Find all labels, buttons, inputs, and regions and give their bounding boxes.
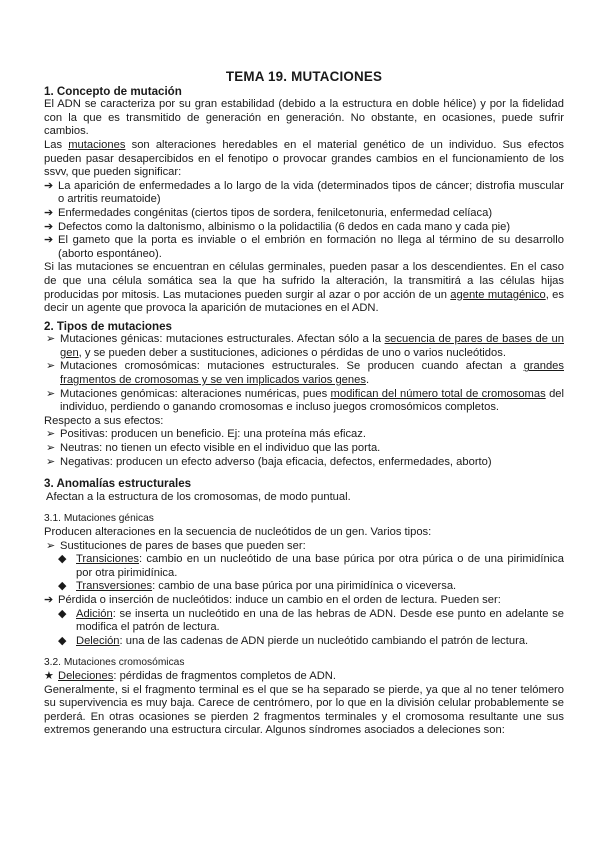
list-item-text: Neutras: no tienen un efecto visible en el individuo que las porta.	[60, 442, 381, 455]
list-item	[44, 333, 564, 360]
section-1-heading: 1. Concepto de mutación	[44, 84, 182, 98]
list-item-text	[60, 388, 564, 415]
list-item	[44, 428, 564, 442]
list-item	[44, 388, 564, 415]
triangle-bullet-icon: ➢	[46, 387, 56, 400]
subsection-3-2-heading: 3.2. Mutaciones cromosómicas	[44, 657, 185, 669]
list-item	[44, 442, 564, 456]
text: Mutaciones cromosómicas: mutaciones estructurales. Se producen cuando afectan a	[60, 360, 524, 373]
list-item	[44, 360, 564, 387]
text: : pérdidas de fragmentos completos de ADN.	[113, 669, 336, 682]
underlined-term: modifican del número total de cromosomas	[330, 387, 546, 400]
diamond-bullet-icon: ◆	[58, 553, 67, 566]
triangle-bullet-icon: ➢	[46, 333, 56, 346]
list-item-text: El gameto que la porta es inviable o el embrión en formación no llega al término de su desarrollo (aborto espontáneo).	[58, 234, 564, 260]
list-item	[44, 234, 564, 261]
arrow-icon: ➔	[44, 593, 54, 606]
list-item-text	[58, 670, 564, 684]
list-item-text: La aparición de enfermedades a lo largo de la vida (determinados tipos de cáncer; distrofia muscular o artritis reumatoide)	[58, 179, 564, 206]
list-item	[44, 580, 564, 594]
list-item	[44, 553, 564, 580]
list-item	[44, 221, 564, 235]
section-3-heading: 3. Anomalías estructurales	[44, 477, 192, 491]
arrow-icon: ➔	[44, 206, 54, 219]
text: , y se pueden deber a sustituciones, adiciones o pérdidas de uno o varios nucleótidos.	[78, 346, 506, 359]
list-item-text	[76, 635, 564, 649]
list-item	[44, 456, 564, 470]
underlined-term: Transiciones	[76, 553, 140, 566]
arrow-icon: ➔	[44, 220, 54, 233]
spacer	[44, 469, 564, 477]
triangle-bullet-icon: ➢	[46, 428, 56, 441]
list-item-text: Pérdida o inserción de nucleótidos: induce un cambio en el orden de lectura. Pueden ser:	[58, 593, 501, 606]
triangle-bullet-icon: ➢	[46, 360, 56, 373]
list-item-text	[76, 553, 564, 580]
text: Mutaciones genómicas: alteraciones numéricas, pues	[60, 387, 331, 400]
text: Las	[44, 138, 69, 151]
list-item-text: Negativas: producen un efecto adverso (baja eficacia, defectos, enfermedades, aborto)	[60, 455, 492, 468]
underlined-term: Transversiones	[76, 580, 153, 593]
page-title: TEMA 19. MUTACIONES	[225, 69, 383, 84]
list-item	[44, 635, 564, 649]
underlined-term: secuencia de pares de bases de un gen	[60, 333, 564, 359]
text: : una de las cadenas de ADN pierde un nucleótido cambiando el patrón de lectura.	[119, 634, 529, 647]
underlined-term: agente mutagénico	[450, 288, 546, 301]
underlined-term: Deleción	[76, 634, 120, 647]
list-item	[44, 180, 564, 207]
list-item	[44, 207, 564, 221]
triangle-bullet-icon: ➢	[46, 442, 56, 455]
list-item-text: Sustituciones de pares de bases que pueden ser:	[60, 539, 306, 552]
paragraph: Generalmente, si el fragmento terminal es el que se ha separado se pierde, ya que al no tener telómero su supervivencia es muy baja. Carece de centrómero, por lo que en la división celular probablemente se perderá. En otras ocasiones se pierden 2 fragmentos terminales y el cromosoma resultante une sus extremos generando una estructura circular. Algunos síndromes asociados a deleciones son:	[44, 683, 564, 737]
text: : cambio de una base púrica por una pirimidínica o viceversa.	[152, 580, 457, 593]
paragraph: Afectan a la estructura de los cromosomas, de modo puntual.	[46, 490, 351, 503]
text: : se inserta un nucleótido en una de las hebras de ADN. Desde ese punto en adelante se modifica el patrón de lectura.	[76, 607, 564, 634]
underlined-term: mutaciones	[68, 138, 126, 151]
diamond-bullet-icon: ◆	[58, 607, 67, 620]
text: son alteraciones heredables en el material genético de un individuo. Sus efectos pueden pasar desapercibidos en el fenotipo o provocar grandes cambios en el funcionamiento de los ssvv, que pueden significar:	[44, 138, 564, 179]
list-item	[44, 540, 564, 554]
text: .	[365, 374, 370, 387]
text: Si las mutaciones se encuentran en células germinales, pueden pasar a los descendientes. En el caso de que una célula somática sea la que ha sufrido la alteración, la transmitirá a las células hijas producidas por mitosis. Las mutaciones pueden surgir al azar o por acción de un	[44, 261, 564, 301]
document-page	[44, 70, 564, 738]
star-bullet-icon: ★	[44, 669, 54, 682]
subsection-3-1-heading: 3.1. Mutaciones génicas	[44, 513, 154, 525]
effects-intro: Respecto a sus efectos:	[44, 414, 164, 427]
list-item-text: Positivas: producen un beneficio. Ej: una proteína más eficaz.	[60, 428, 366, 441]
underlined-term: Adición	[76, 607, 113, 620]
text: : cambio en un nucleótido de una base púrica por otra púrica o de una pirimidínica por otra pirimidínica.	[76, 553, 564, 579]
paragraph: El ADN se caracteriza por su gran estabilidad (debido a la estructura en doble hélice) y por la fidelidad con la que es transmitido de generación en generación. No obstante, en ocasiones, puede sufrir cambios.	[44, 98, 564, 138]
underlined-term: grandes fragmentos de cromosomas y se ven implicados varios genes	[60, 360, 564, 387]
paragraph: Producen alteraciones en la secuencia de nucleótidos de un gen. Varios tipos:	[44, 526, 432, 538]
list-item-text	[76, 580, 564, 594]
list-item-text	[60, 333, 564, 360]
list-item-text	[76, 608, 564, 635]
diamond-bullet-icon: ◆	[58, 580, 67, 593]
arrow-icon: ➔	[44, 234, 54, 247]
text: Mutaciones génicas: mutaciones estructurales. Afectan sólo a la	[60, 333, 385, 346]
underlined-term: Deleciones	[58, 669, 114, 682]
list-item-text: Enfermedades congénitas (ciertos tipos de sordera, fenilcetonuria, enfermedad celíaca)	[58, 206, 493, 219]
paragraph	[44, 261, 564, 315]
text: del individuo, perdiendo o ganando cromosomas e incluso juegos cromosómicos completos.	[60, 387, 564, 414]
text: , es decir un agente que provoca la aparición de mutaciones en el ADN.	[44, 288, 564, 315]
list-item	[44, 608, 564, 635]
triangle-bullet-icon: ➢	[46, 455, 56, 468]
list-item	[44, 594, 564, 608]
paragraph	[44, 139, 564, 180]
list-item	[44, 670, 564, 684]
arrow-icon: ➔	[44, 179, 54, 192]
list-item-text	[60, 360, 564, 387]
triangle-bullet-icon: ➢	[46, 539, 56, 552]
section-2-heading: 2. Tipos de mutaciones	[44, 319, 172, 333]
list-item-text: Defectos como la daltonismo, albinismo o la polidactilia (6 dedos en cada mano y cada pie)	[58, 220, 511, 233]
diamond-bullet-icon: ◆	[58, 634, 67, 647]
